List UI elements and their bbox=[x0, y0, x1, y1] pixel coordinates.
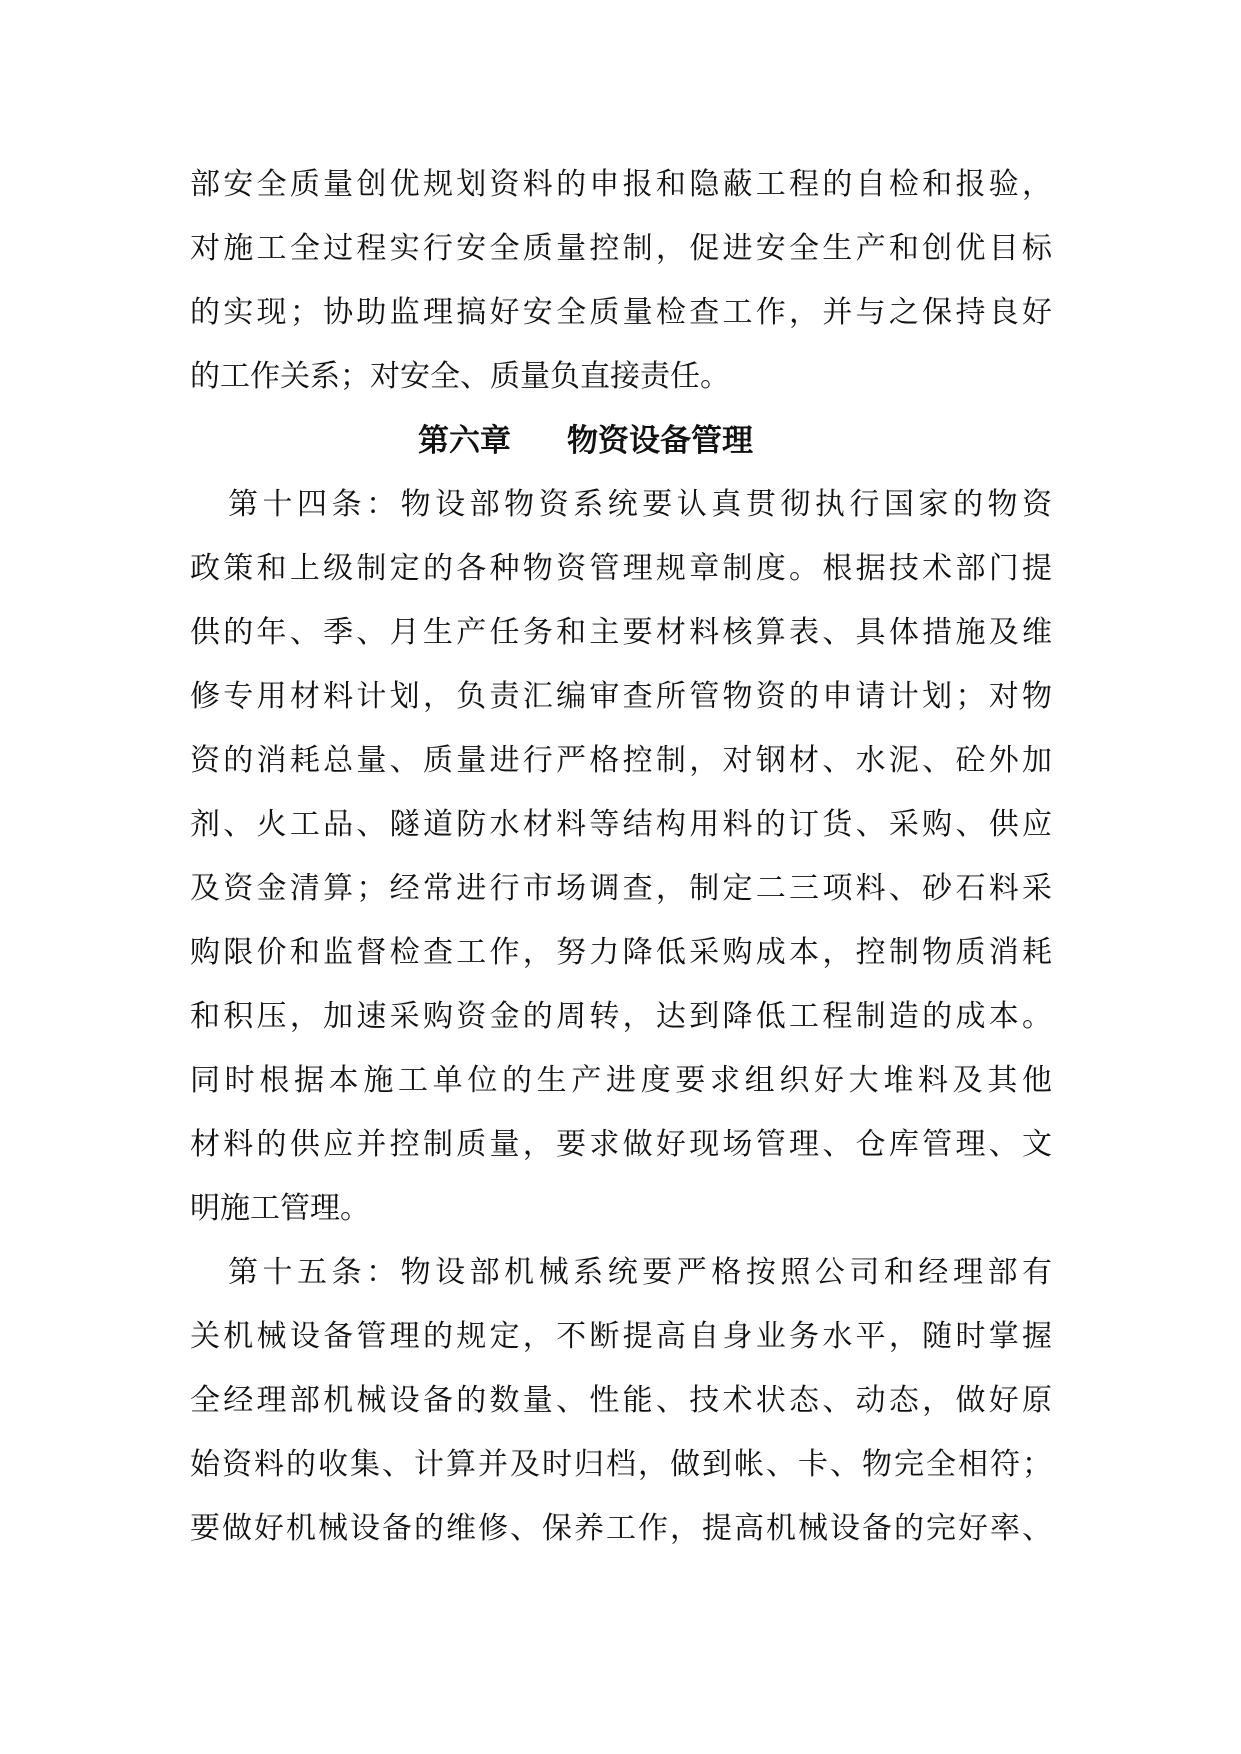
paragraph-line: 资的消耗总量、质量进行严格控制，对钢材、水泥、砼外加 bbox=[190, 743, 1052, 778]
paragraph-line: 材料的供应并控制质量，要求做好现场管理、仓库管理、文 bbox=[190, 1127, 1052, 1162]
paragraph-line: 购限价和监督检查工作，努力降低采购成本，控制物质消耗 bbox=[190, 935, 1052, 970]
paragraph-line: 的实现；协助监理搞好安全质量检查工作，并与之保持良好 bbox=[190, 295, 1052, 330]
paragraph-line: 全经理部机械设备的数量、性能、技术状态、动态，做好原 bbox=[190, 1383, 1052, 1418]
paragraph-line: 剂、火工品、隧道防水材料等结构用料的订货、采购、供应 bbox=[190, 807, 1052, 842]
chapter-title: 物资设备管理 bbox=[567, 423, 753, 459]
paragraph-line: 政策和上级制定的各种物资管理规章制度。根据技术部门提 bbox=[190, 551, 1052, 586]
previous-section-paragraph bbox=[190, 153, 1052, 409]
paragraph-line: 对施工全过程实行安全质量控制，促进安全生产和创优目标 bbox=[190, 231, 1052, 266]
paragraph-line: 及资金清算；经常进行市场调查，制定二三项料、砂石料采 bbox=[190, 871, 1052, 906]
paragraph-line: 供的年、季、月生产任务和主要材料核算表、具体措施及维 bbox=[190, 615, 1052, 650]
paragraph-line: 始资料的收集、计算并及时归档，做到帐、卡、物完全相符； bbox=[190, 1447, 1052, 1482]
paragraph-line: 修专用材料计划，负责汇编审查所管物资的申请计划；对物 bbox=[190, 679, 1052, 714]
paragraph-line: 要做好机械设备的维修、保养工作，提高机械设备的完好率、 bbox=[190, 1511, 1052, 1546]
paragraph-line: 第十四条：物设部物资系统要认真贯彻执行国家的物资 bbox=[228, 487, 1052, 522]
document-body bbox=[190, 153, 1052, 1561]
paragraph-line: 明施工管理。 bbox=[190, 1191, 370, 1226]
paragraph-line: 第十五条：物设部机械系统要严格按照公司和经理部有 bbox=[228, 1255, 1052, 1290]
paragraph-line: 和积压，加速采购资金的周转，达到降低工程制造的成本。 bbox=[190, 999, 1052, 1034]
paragraph-line: 的工作关系；对安全、质量负直接责任。 bbox=[190, 359, 730, 394]
article-15-paragraph bbox=[190, 1241, 1052, 1561]
paragraph-line: 部安全质量创优规划资料的申报和隐蔽工程的自检和报验， bbox=[190, 167, 1052, 202]
paragraph-line: 同时根据本施工单位的生产进度要求组织好大堆料及其他 bbox=[190, 1063, 1052, 1098]
paragraph-line: 关机械设备管理的规定，不断提高自身业务水平，随时掌握 bbox=[190, 1319, 1052, 1354]
chapter-heading bbox=[190, 409, 1052, 473]
chapter-number: 第六章 bbox=[418, 423, 511, 459]
article-14-paragraph bbox=[190, 473, 1052, 1241]
